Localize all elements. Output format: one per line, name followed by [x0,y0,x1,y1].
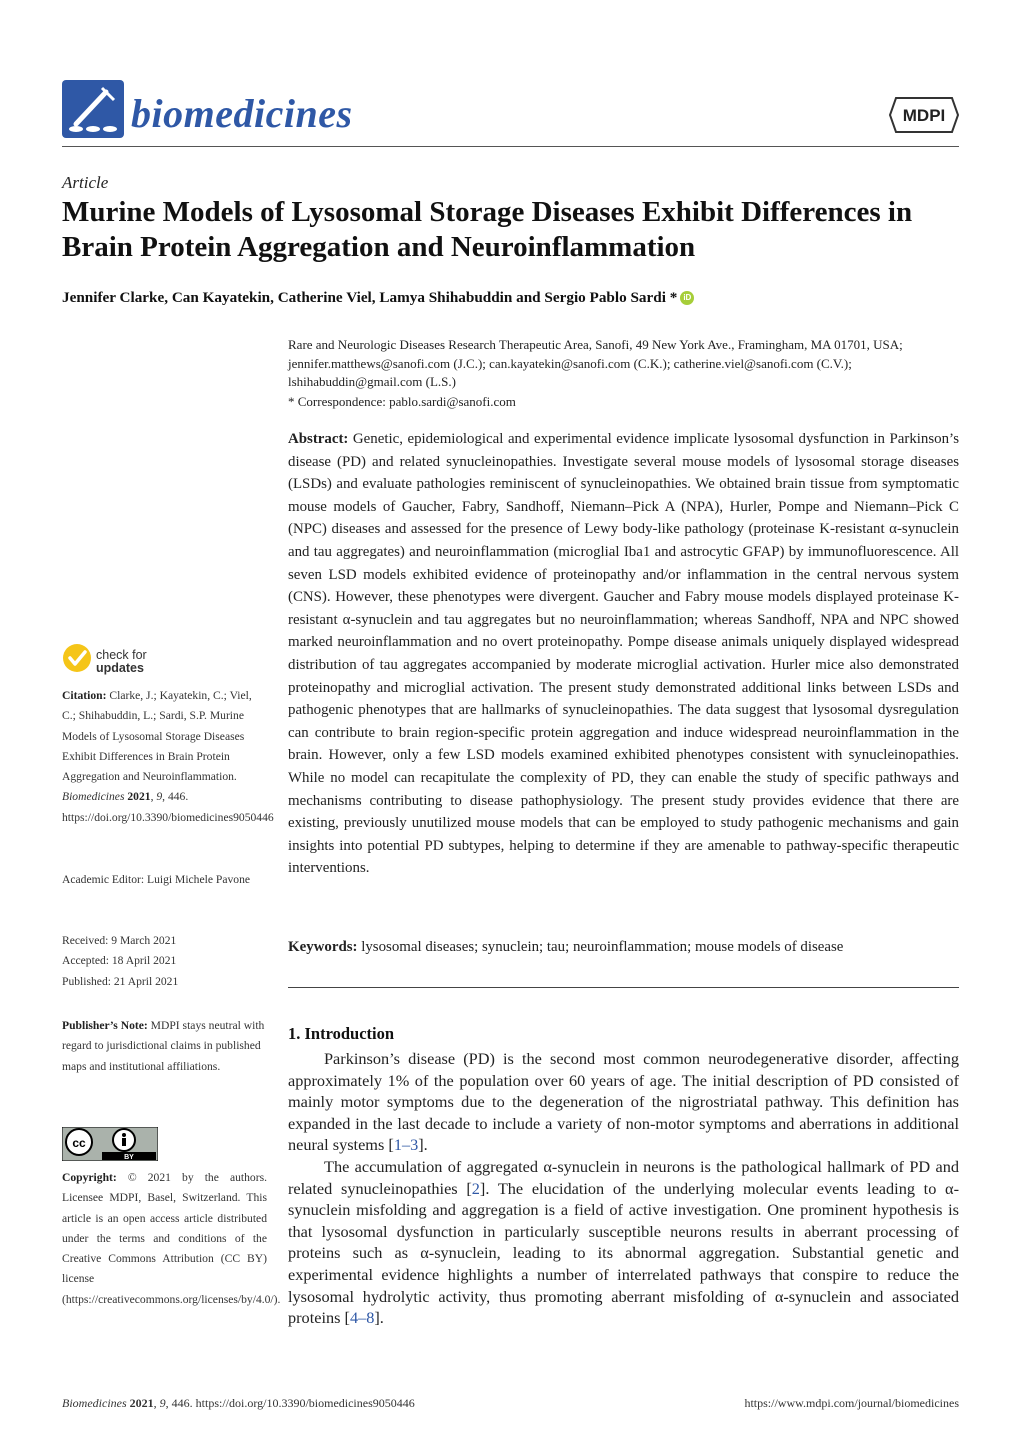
reference-link[interactable]: 2 [471,1178,480,1198]
svg-text:cc: cc [72,1136,86,1150]
journal-logo-icon [62,80,124,138]
introduction-body [288,1048,959,1329]
keywords-label: Keywords: [288,939,358,955]
footer-journal: Biomedicines [62,1396,127,1410]
citation-text: Clarke, J.; Kayatekin, C.; Viel, C.; Shihabuddin, L.; Sardi, S.P. Murine Models of Lysosomal Storage Diseases Exhibit Differences in Brain Protein Aggregation and Neuroinflammation. [62,689,252,784]
reference-link[interactable]: 4 [349,1308,359,1328]
reference-link[interactable]: 8 [366,1308,375,1328]
citation-label: Citation: [62,689,107,702]
mdpi-logo-text: MDPI [902,106,946,125]
publisher-note-text: MDPI stays neutral with regard to jurisdictional claims in published maps and institutional affiliations. [62,1019,265,1073]
footer-doi[interactable]: , 446. https://doi.org/10.3390/biomedicines9050446 [165,1396,415,1410]
reference-link[interactable]: 3 [410,1135,419,1155]
check-for-updates[interactable] [96,649,147,675]
footer-citation: Biomedicines 2021, 9, 446. https://doi.org/10.3390/biomedicines9050446 [62,1396,415,1410]
section-heading: 1. Introduction [288,1024,395,1043]
journal-name[interactable]: biomedicines [131,91,353,136]
received-date: Received: 9 March 2021 [62,934,177,947]
article-type: Article [62,173,109,192]
footer-journal-url[interactable]: https://www.mdpi.com/journal/biomedicines [744,1396,959,1410]
reference-link[interactable]: 1 [393,1135,402,1155]
abstract [288,428,959,880]
keywords-divider [288,987,959,988]
accepted-date: Accepted: 18 April 2021 [62,954,177,968]
citation-volume: 9 [156,790,163,804]
copyright-text: © 2021 by the authors. Licensee MDPI, Basel, Switzerland. This article is an open access article distributed under the terms and conditions of the Creative Commons Attribution (CC BY) license (https://creativecommons.org/licenses/by/4.0/). [62,1171,281,1306]
check-for-label: check for [96,648,147,662]
abstract-label: Abstract: [288,431,349,447]
footer-year: 2021 [129,1396,154,1410]
copyright-label: Copyright: [62,1171,117,1184]
publisher-note-label: Publisher’s Note: [62,1019,148,1032]
academic-editor: Academic Editor: Luigi Michele Pavone [62,873,251,886]
intro-paragraph: Parkinson’s disease (PD) is the second most common neurodegenerative disorder, affecting approximately 1% of the population over 60 years of age. The initial description of PD consisted of mainly motor symptoms due to the degeneration of the nigrostriatal pathway. This definition has expanded in the last decade to include a variety of non-motor symptoms and aberrations in additional neural systems [1–3]. [288,1049,959,1155]
check-for-updates-icon[interactable] [62,643,92,673]
abstract-text: Genetic, epidemiological and experimental evidence implicate lysosomal dysfunction in Parkinson’s disease (PD) and related synucleinopathies. Investigate several mouse models of lysosomal storage diseases (LSDs) and evaluate pathologies reminiscent of synucleinopathies. We obtained brain tissue from symptomatic mouse models of Gaucher, Fabry, Sandhoff, Niemann–Pick A (NPA), Hurler, Pompe and Niemann–Pick C (NPC) diseases and assessed for the presence of Lewy body-like pathology (proteinase K-resistant α-synuclein and tau aggregates) and neuroinflammation (microglial Iba1 and astrocytic GFAP) by immunofluorescence. All seven LSD models exhibited evidence of proteinopathy and/or inflammation in the central nervous system (CNS). However, these phenotypes were divergent. Gaucher and Fabry mouse models displayed proteinase K-resistant α-synuclein and tau aggregates but no neuroinflammation; whereas Sandhoff, NPA and NPC showed marked neuroinflammation and no overt proteinopathy. Pompe disease animals uniquely displayed widespread distribution of tau aggregates accompanied by moderate microglial activation. Hurler mice also demonstrated proteinopathy and microglial activation. The present study demonstrated additional links between LSDs and pathogenic phenotypes that are hallmarks of synucleinopathies. The data suggest that lysosomal dysregulation can contribute to brain region-specific protein aggregation and induce widespread neuroinflammation in the brain. However, only a few LSD models examined exhibited phenotypes consistent with synucleinopathies. While no model can recapitulate the complexity of PD, they can enable the study of specific pathways and mechanisms contributing to disease pathophysiology. The present study provides evidence that there are existing, previously unutilized mouse models that can be employed to study pathogenic mechanisms and gain insights into potential PD subtypes, helping to determine if they are amenable to pathway-specific therapeutic interventions. [288,431,959,877]
citation-year: 2021 [127,790,151,804]
header-divider [62,146,959,147]
orcid-icon[interactable]: iD [680,291,694,305]
citation: Citation: Clarke, J.; Kayatekin, C.; Viel, C.; Shihabuddin, L.; Sardi, S.P. Murine Models of Lysosomal Storage Diseases Exhibit Differences in Brain Protein Aggregation and Neuroinflammation. Biomedicines 2021, 9, 446. https://doi.org/10.3390/biomedicines9050446 [62,689,274,824]
copyright [62,1168,281,1310]
footer-volume: 9 [159,1396,166,1410]
author-list [62,289,694,307]
correspondence: * Correspondence: pablo.sardi@sanofi.com [288,394,516,409]
authors-text: Jennifer Clarke, Can Kayatekin, Catherine Viel, Lamya Shihabuddin and Sergio Pablo Sardi * [62,289,678,306]
published-date: Published: 21 April 2021 [62,974,179,988]
article-title: Murine Models of Lysosomal Storage Diseases Exhibit Differences in Brain Protein Aggregation and Neuroinflammation [62,196,913,263]
cc-by-license-icon[interactable] [62,1127,158,1161]
updates-label: updates [96,661,144,675]
citation-doi[interactable]: , 446. https://doi.org/10.3390/biomedicines9050446 [62,790,274,824]
intro-paragraph: The accumulation of aggregated α-synuclein in neurons is the pathological hallmark of PD and related synucleinopathies [2]. The elucidation of the underlying molecular events leading to α-synuclein misfolding and aggregation is a field of active investigation. One prominent hypothesis is that lysosomal dysfunction in particularly susceptible neurons results in aberrant processing of proteins such as α-synuclein, leading to its abnormal aggregation. Substantial genetic and experimental evidence highlights a number of interrelated pathways that conspire to reduce the lysosomal hydrolytic activity, thus promoting aberrant misfolding of α-synuclein and associated proteins [4–8]. [288,1156,960,1328]
dates [62,931,267,992]
mdpi-logo-icon[interactable] [888,96,960,134]
citation-journal: Biomedicines [62,790,125,804]
keywords-text: lysosomal diseases; synuclein; tau; neuroinflammation; mouse models of disease [361,939,844,955]
publisher-note [62,1016,267,1077]
affiliation: Rare and Neurologic Diseases Research Therapeutic Area, Sanofi, 49 New York Ave., Framingham, MA 01701, USA; jennifer.matthews@sanofi.com (J.C.); can.kayatekin@sanofi.com (C.K.); catherine.viel@sanofi.com (C.V.); lshihabuddin@gmail.com (L.S.) [288,337,903,389]
keywords [288,939,959,956]
cc-by-label: BY [124,1154,134,1161]
